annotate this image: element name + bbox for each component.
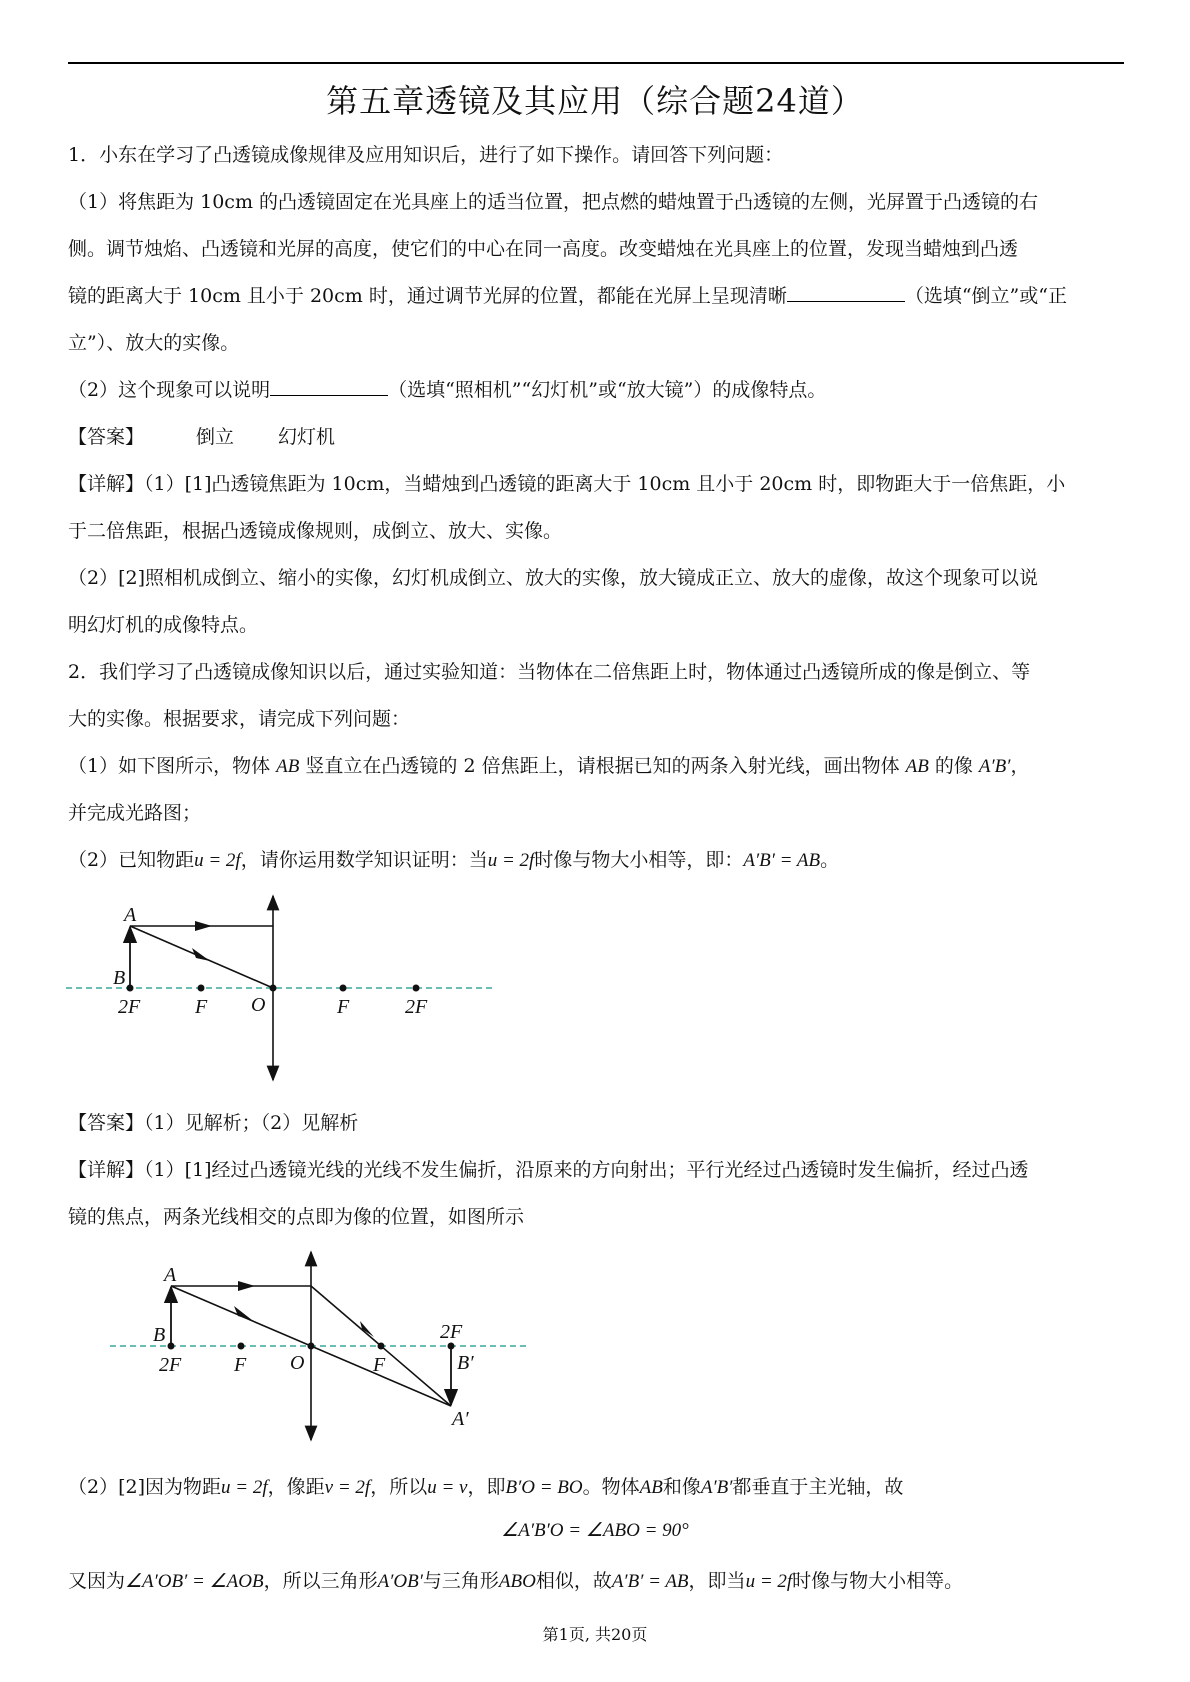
q1-detail-line2: 于二倍焦距，根据凸透镜成像规则，成倒立、放大、实像。 (68, 520, 563, 542)
q2-detail-text: （1）[1]经过凸透镜光线的光线不发生偏折，沿原来的方向射出；平行光经过凸透镜时发生偏折，经过凸透 (144, 1159, 1029, 1181)
fig2-label-f-right: F (373, 1354, 386, 1376)
fig1-label-2f-left: 2F (118, 996, 141, 1018)
q2-d2-text-a: （2）[2]因为物距 (68, 1476, 222, 1498)
fig1-label-a: A (124, 904, 137, 926)
q1-part2-text: （2）这个现象可以说明 (68, 379, 271, 401)
fig2-label-2f-left: 2F (159, 1354, 182, 1376)
fig2-dot-f-right (378, 1343, 385, 1350)
q2-u2f-2: u = 2f (487, 850, 535, 871)
q2-stem-line1: 2．我们学习了凸透镜成像知识以后，通过实验知道：当物体在二倍焦距上时，物体通过凸透镜所成的像是倒立、等 (68, 661, 1031, 683)
q2-answer-label: 【答案】 (68, 1112, 145, 1134)
q2-eq1: A′B′ = AB (743, 850, 821, 871)
fig2-dot-2f-left (168, 1343, 175, 1350)
detail-label: 【详解】 (68, 473, 145, 495)
fig2-label-f-left: F (234, 1354, 247, 1376)
q2-part1-text-a: （1）如下图所示，物体 (68, 755, 277, 777)
q2-d3-angle: ∠A′OB′ = ∠AOB (125, 1571, 264, 1592)
q2-detail-label: 【详解】 (68, 1159, 145, 1181)
fig2-label-b: B (153, 1324, 166, 1346)
q1-part1-line1: （1）将焦距为 10cm 的凸透镜固定在光具座上的适当位置，把点燃的蜡烛置于凸透镜的左侧，光屏置于凸透镜的右 (68, 191, 1039, 213)
q2-d3-text-c: 与三角形 (422, 1570, 499, 1592)
fig2-label-bp: B′ (457, 1352, 474, 1374)
fig1-label-b: B (113, 967, 126, 989)
q1-detail-line3: （2）[2]照相机成倒立、缩小的实像，幻灯机成倒立、放大的实像，放大镜成正立、放大的虚像，故这个现象可以说 (68, 567, 1039, 589)
fig1-label-o: O (251, 994, 266, 1016)
fig1-label-f-right: F (337, 996, 350, 1018)
q2-apbp: A′B′ (978, 756, 1011, 777)
q1-part1-line2: 侧。调节烛焰、凸透镜和光屏的高度，使它们的中心在同一高度。改变蜡烛在光具座上的位置，发现当蜡烛到凸透 (68, 238, 1019, 260)
q1-answer-2: 幻灯机 (278, 426, 336, 448)
q2-part2-text-d: 。 (820, 849, 840, 871)
fig2-label-ap: A′ (452, 1408, 469, 1430)
q2-part1-text-c: 的像 (928, 755, 979, 777)
q2-d2-ab: AB (639, 1477, 663, 1498)
q2-d2-text-c: ，所以 (370, 1476, 428, 1498)
q2-d3-text-d: 相似，故 (535, 1570, 612, 1592)
q2-d2-text-e: 。物体 (582, 1476, 640, 1498)
q2-d2-u2f: u = 2f (221, 1477, 268, 1498)
q2-d2-bo: B′O = BO (505, 1477, 583, 1498)
q2-part1-text-b: 竖直立在凸透镜的 2 倍焦距上，请根据已知的两条入射光线，画出物体 (299, 755, 906, 777)
q2-d2-text-g: 都垂直于主光轴，故 (732, 1476, 904, 1498)
q1-detail-text: （1）[1]凸透镜焦距为 10cm，当蜡烛到凸透镜的距离大于 10cm 且小于 20cm 时，即物距大于一倍焦距，小 (144, 473, 1066, 495)
fig2-parallel-ray-arrow (238, 1281, 255, 1291)
q2-part1-text-d: ， (1010, 755, 1030, 777)
q2-part2-text-a: （2）已知物距 (68, 849, 195, 871)
answer-label: 【答案】 (68, 426, 145, 448)
fig2-label-o: O (290, 1352, 305, 1374)
q2-d2-text-b: ，像距 (267, 1476, 325, 1498)
q2-answer-text: （1）见解析；（2）见解析 (144, 1112, 359, 1134)
q1-part1-line3-text: 镜的距离大于 10cm 且小于 20cm 时，通过调节光屏的位置，都能在光屏上呈现清晰 (68, 285, 787, 307)
q1-answer-1: 倒立 (196, 426, 235, 448)
q2-part2-text-c: 时像与物大小相等，即： (534, 849, 744, 871)
q1-part1-line4: 立”）、放大的实像。 (68, 332, 240, 354)
q2-d3-text-f: 时像与物大小相等。 (792, 1570, 964, 1592)
q1-part2-choice: （选填“照相机”“幻灯机”或“放大镜”）的成像特点。 (388, 379, 827, 401)
fig1-label-f-left: F (195, 996, 208, 1018)
fig2-center-ray-arrow (234, 1306, 252, 1320)
page-title: 第五章透镜及其应用（综合题24道） (326, 82, 864, 120)
q2-d2-v2f: v = 2f (324, 1477, 371, 1498)
q2-u2f-1: u = 2f (194, 850, 241, 871)
q2-d3-tri1: A′OB′ (377, 1571, 423, 1592)
fig2-dot-o (308, 1343, 315, 1350)
q2-d3-eq: A′B′ = AB (611, 1571, 689, 1592)
q2-detail-part2 (68, 1472, 903, 1499)
q2-angle-equation (0, 1519, 1190, 1542)
q2-d3-text-e: ，即当 (688, 1570, 746, 1592)
fig2-dot-f-left (238, 1343, 245, 1350)
fig2-label-a: A (164, 1264, 177, 1286)
q1-part1-line3-choice: （选填“倒立”或“正 (904, 285, 1067, 307)
q2-d2-text-d: ，即 (467, 1476, 506, 1498)
q2-ab-2: AB (905, 756, 929, 777)
q2-ab-1: AB (276, 756, 300, 777)
q2-d3-u2f: u = 2f (745, 1571, 793, 1592)
q2-detail-line2: 镜的焦点，两条光线相交的点即为像的位置，如图所示 (68, 1206, 525, 1228)
q2-d2-ueqv: u = v (427, 1477, 468, 1498)
q2-d3-text-a: 又因为 (68, 1570, 126, 1592)
page-footer: 第1页, 共20页 (542, 1625, 648, 1644)
q2-angle-eq: ∠A′B′O = ∠ABO = 90° (501, 1520, 689, 1541)
fig2-dot-2f-right (448, 1343, 455, 1350)
q2-stem-line2: 大的实像。根据要求，请完成下列问题： (68, 708, 411, 730)
fig1-label-2f-right: 2F (405, 996, 428, 1018)
q2-d3-text-b: ，所以三角形 (263, 1570, 378, 1592)
q2-part1-line2: 并完成光路图； (68, 802, 202, 824)
q1-stem: 1．小东在学习了凸透镜成像规律及应用知识后，进行了如下操作。请回答下列问题： (68, 144, 784, 166)
q2-d2-apbp: A′B′ (700, 1477, 733, 1498)
q2-detail-part3 (68, 1566, 963, 1593)
fig2-label-2f-right: 2F (440, 1321, 463, 1343)
q1-detail-line4: 明幻灯机的成像特点。 (68, 614, 259, 636)
q2-d3-tri2: ABO (498, 1571, 536, 1592)
q2-d2-text-f: 和像 (662, 1476, 701, 1498)
q2-part2-text-b: ，请你运用数学知识证明：当 (240, 849, 488, 871)
